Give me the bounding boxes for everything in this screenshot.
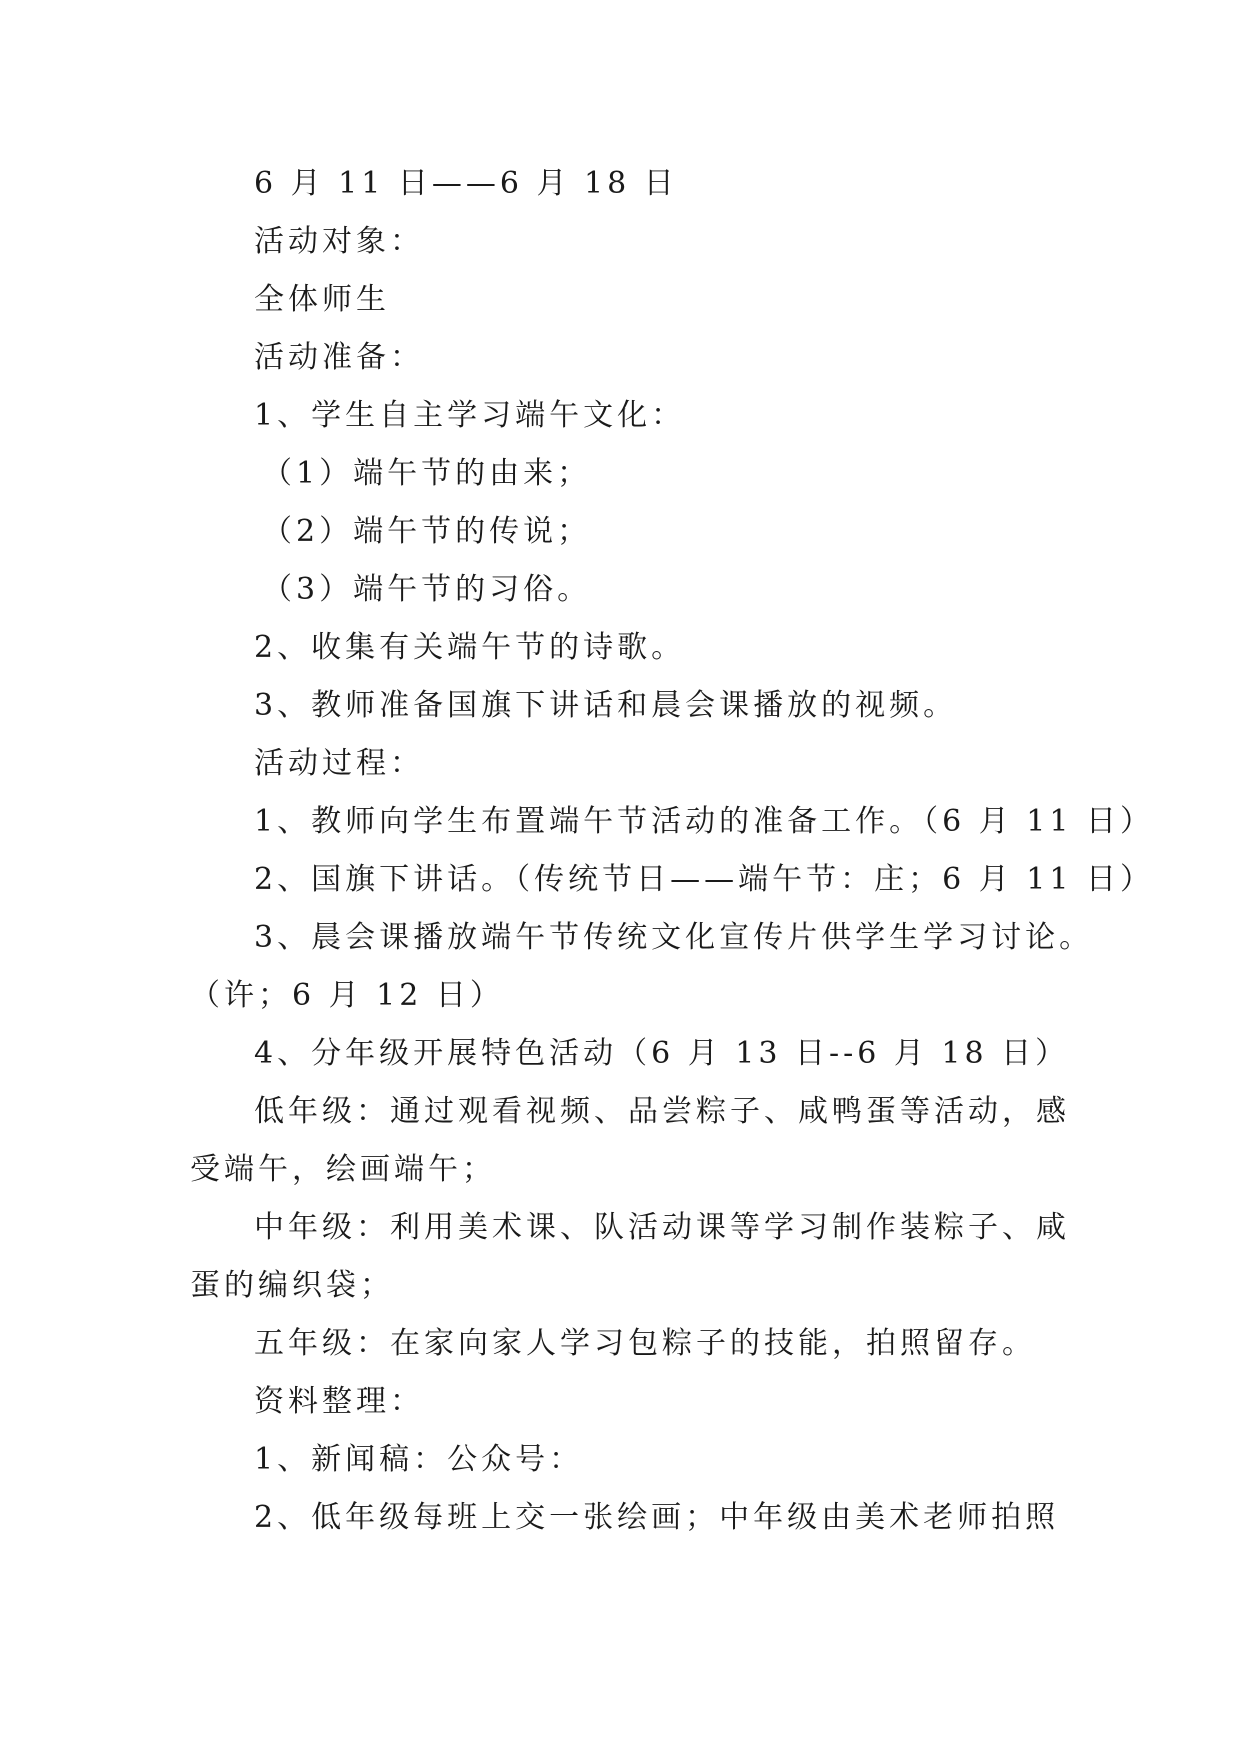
activity-target-text: 全体师生 [254,282,390,317]
date-range-line: 6 月 11 日——6 月 18 日 [254,166,678,201]
heading-activity-process: 活动过程： [254,746,424,781]
lower-grade-activity: 低年级：通过观看视频、品尝粽子、咸鸭蛋等活动，感 [254,1094,1070,1129]
process-item-1: 1、教师向学生布置端午节活动的准备工作。（6 月 11 日） [254,804,1154,839]
process-item-4: 4、分年级开展特色活动（6 月 13 日--6 月 18 日） [254,1036,1070,1071]
preparation-subitem-3: （3）端午节的习俗。 [262,572,592,607]
process-item-3-continued: （许；6 月 12 日） [190,978,504,1013]
materials-item-2: 2、低年级每班上交一张绘画；中年级由美术老师拍照 [254,1500,1060,1535]
preparation-subitem-2: （2）端午节的传说； [262,514,592,549]
preparation-item-3: 3、教师准备国旗下讲话和晨会课播放的视频。 [254,688,958,723]
preparation-subitem-1: （1）端午节的由来； [262,456,592,491]
middle-grade-activity-continued: 蛋的编织袋； [190,1268,394,1303]
heading-activity-target: 活动对象： [254,224,424,259]
heading-activity-preparation: 活动准备： [254,340,424,375]
preparation-item-2: 2、收集有关端午节的诗歌。 [254,630,686,665]
process-item-3: 3、晨会课播放端午节传统文化宣传片供学生学习讨论。 [254,920,1094,955]
process-item-2: 2、国旗下讲话。（传统节日——端午节：庄；6 月 11 日） [254,862,1154,897]
heading-materials-organization: 资料整理： [254,1384,424,1419]
lower-grade-activity-continued: 受端午，绘画端午； [190,1152,496,1187]
materials-item-1: 1、新闻稿：公众号： [254,1442,584,1477]
preparation-item-1: 1、学生自主学习端午文化： [254,398,686,433]
middle-grade-activity: 中年级：利用美术课、队活动课等学习制作装粽子、咸 [254,1210,1070,1245]
fifth-grade-activity: 五年级：在家向家人学习包粽子的技能，拍照留存。 [254,1326,1036,1361]
